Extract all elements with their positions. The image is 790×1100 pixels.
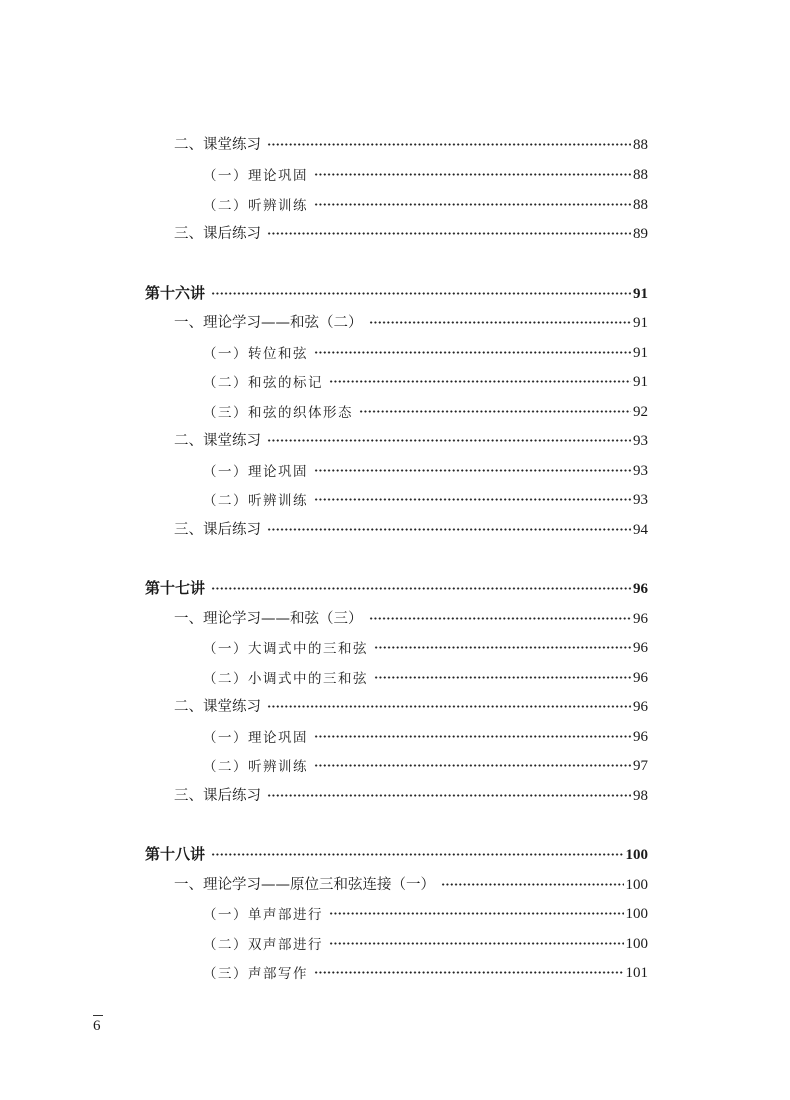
toc-entry-page: 88 (633, 197, 648, 213)
dot-leader (374, 642, 631, 652)
toc-entry[interactable] (203, 162, 648, 184)
toc-entry-page: 91 (633, 345, 648, 361)
dot-leader (359, 406, 631, 416)
toc-entry-title: （二）听辨训练 (203, 493, 308, 509)
toc-entry-title: （一）转位和弦 (203, 346, 308, 362)
page-footer (93, 1015, 103, 1035)
toc-entry[interactable] (174, 872, 648, 894)
dot-leader (369, 613, 632, 623)
toc-entry-page: 89 (633, 226, 648, 242)
toc-entry-page: 97 (633, 758, 648, 774)
dot-leader (329, 908, 624, 918)
toc-entry-title: 三、课后练习 (174, 788, 261, 804)
toc-entry[interactable] (174, 606, 648, 628)
toc-entry[interactable] (203, 340, 648, 362)
footer-rule (93, 1015, 103, 1016)
toc-entry-page: 96 (633, 699, 648, 715)
toc-entry[interactable] (203, 960, 648, 982)
toc-entry[interactable] (203, 192, 648, 214)
toc-entry-title: 一、理论学习——和弦（二） (174, 315, 363, 331)
toc-entry-title: （二）双声部进行 (203, 937, 323, 953)
dot-leader (314, 760, 631, 770)
dot-leader (267, 435, 631, 445)
toc-entry[interactable] (203, 931, 648, 953)
toc-entry[interactable] (203, 369, 648, 391)
toc-entry-page: 94 (633, 522, 648, 538)
toc-entry[interactable] (203, 665, 648, 687)
toc-chapter[interactable] (145, 281, 648, 303)
toc-entry[interactable] (203, 635, 648, 657)
dot-leader (314, 967, 624, 977)
toc-entry-title: （三）声部写作 (203, 966, 308, 982)
toc-entry[interactable] (203, 724, 648, 746)
dot-leader (211, 583, 631, 593)
toc-entry[interactable] (174, 221, 648, 243)
dot-leader (267, 524, 631, 534)
dot-leader (267, 228, 631, 238)
dot-leader (314, 347, 631, 357)
toc-entry-page: 100 (625, 847, 648, 863)
toc-entry-page: 88 (633, 167, 648, 183)
dot-leader (314, 199, 631, 209)
toc-entry-page: 92 (633, 404, 648, 420)
toc-entry[interactable] (203, 487, 648, 509)
toc-entry-title: 二、课堂练习 (174, 433, 261, 449)
toc-entry-title: （一）大调式中的三和弦 (203, 641, 368, 657)
toc-entry-page: 98 (633, 788, 648, 804)
toc-entry-title: （二）和弦的标记 (203, 375, 323, 391)
toc-entry[interactable] (203, 753, 648, 775)
toc-chapter[interactable] (145, 842, 648, 864)
dot-leader (211, 849, 623, 859)
toc-entry-title: 二、课堂练习 (174, 699, 261, 715)
dot-leader (314, 465, 631, 475)
dot-leader (314, 731, 631, 741)
toc-chapter-title: 第十六讲 (145, 284, 206, 302)
toc-entry[interactable] (174, 694, 648, 716)
toc-entry-page: 96 (633, 670, 648, 686)
toc-entry[interactable] (203, 399, 648, 421)
toc-entry-page: 88 (633, 137, 648, 153)
toc-chapter-title: 第十八讲 (145, 845, 206, 863)
toc-entry-title: 三、课后练习 (174, 226, 261, 242)
toc-chapter[interactable] (145, 576, 648, 598)
dot-leader (374, 672, 631, 682)
toc-entry-page: 93 (633, 463, 648, 479)
toc-entry[interactable] (174, 428, 648, 450)
dot-leader (329, 938, 624, 948)
toc-entry-page: 93 (633, 433, 648, 449)
toc-entry-page: 96 (633, 611, 648, 627)
toc-entry-page: 100 (625, 936, 648, 952)
toc-entry-title: （一）单声部进行 (203, 907, 323, 923)
dot-leader (211, 288, 631, 298)
toc-entry-title: 一、理论学习——和弦（三） (174, 611, 363, 627)
toc-entry-page: 91 (633, 315, 648, 331)
dot-leader (267, 790, 631, 800)
dot-leader (314, 169, 631, 179)
toc-entry-title: 二、课堂练习 (174, 137, 261, 153)
toc-entry[interactable] (174, 132, 648, 154)
toc-entry-page: 101 (625, 965, 648, 981)
dot-leader (314, 494, 631, 504)
toc-entry-page: 96 (633, 729, 648, 745)
dot-leader (369, 317, 632, 327)
toc-entry[interactable] (203, 901, 648, 923)
dot-leader (267, 139, 631, 149)
toc-entry-page: 91 (633, 286, 648, 302)
toc-entry-page: 91 (633, 374, 648, 390)
toc-entry[interactable] (174, 517, 648, 539)
toc-entry-title: （一）理论巩固 (203, 464, 308, 480)
toc-entry-title: （三）和弦的织体形态 (203, 405, 353, 421)
toc-entry[interactable] (203, 458, 648, 480)
toc-entry-title: （一）理论巩固 (203, 168, 308, 184)
toc-entry-title: （二）听辨训练 (203, 198, 308, 214)
toc-entry[interactable] (174, 310, 648, 332)
dot-leader (267, 701, 631, 711)
toc-entry-page: 93 (633, 492, 648, 508)
toc-entry-title: 三、课后练习 (174, 522, 261, 538)
toc-entry-page: 96 (633, 640, 648, 656)
toc-chapter-title: 第十七讲 (145, 579, 206, 597)
toc-entry-page: 100 (625, 877, 648, 893)
toc-entry[interactable] (174, 783, 648, 805)
toc-entry-title: 一、理论学习——原位三和弦连接（一） (174, 877, 435, 893)
toc-entry-page: 100 (625, 906, 648, 922)
toc-entry-page: 96 (633, 581, 648, 597)
toc-entry-title: （一）理论巩固 (203, 730, 308, 746)
toc-entry-title: （二）小调式中的三和弦 (203, 671, 368, 687)
page-number: 6 (93, 1018, 101, 1034)
dot-leader (441, 879, 624, 889)
toc-entry-title: （二）听辨训练 (203, 759, 308, 775)
dot-leader (329, 376, 631, 386)
